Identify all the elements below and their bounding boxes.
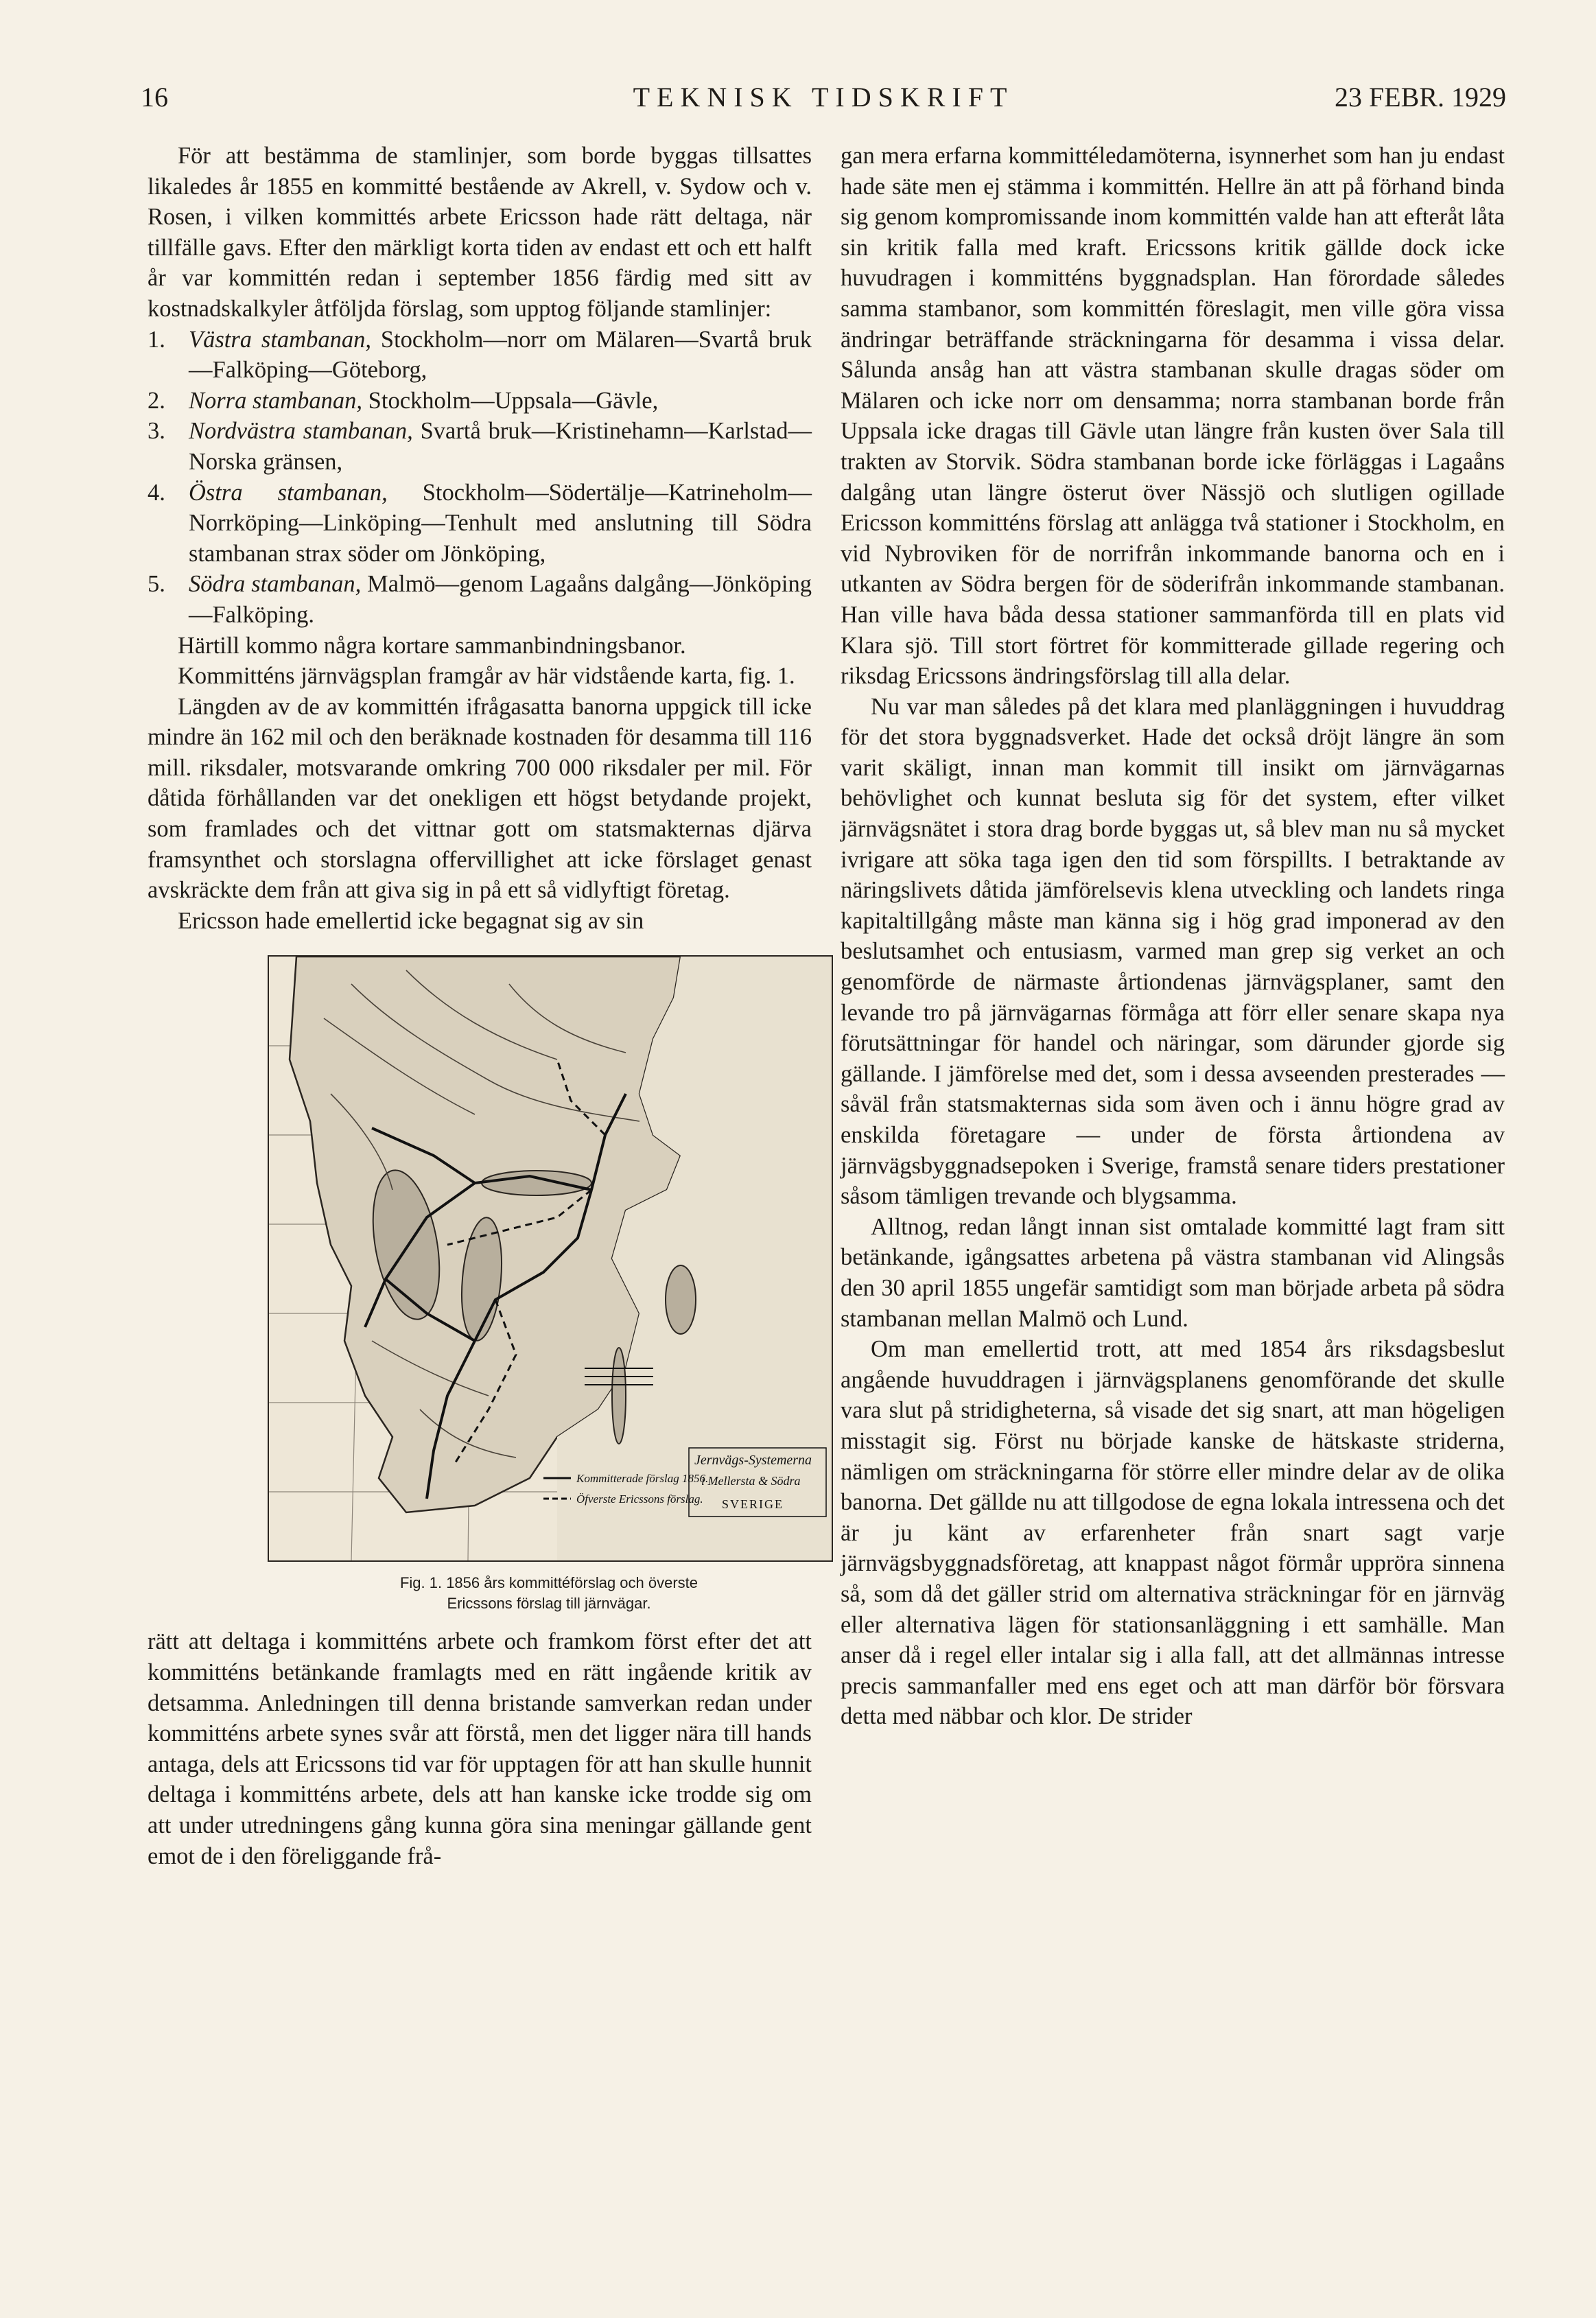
railway-map [268,955,833,1562]
right-column [841,141,1505,1732]
map-legend-ericsson: Öfverste Ericssons förslag. [576,1492,703,1506]
list-item: 1. Västra stambanan, Stockholm—norr om Mälaren—Svartå bruk—Falköping—Göteborg, [148,326,812,384]
stamlinjer-list [148,325,812,631]
paragraph: Om man emellertid trott, att med 1854 års riksdagsbeslut angående huvuddragen i järnvägsplanens genomförande det skulle vara slut på stridigheterna, så visade det sig snart, att man högeligen misstagit sig. Först nu började kanske de hätskaste striderna, nämligen om sträckningarna för större eller mindre delar av de olika banorna. Det gällde nu att tillgodose de egna lokala intressena och det är ju känt av erfarenheter från snart sagt varje järnvägsbyggnadsföretag, att knappast något förmår uppröra sinnena så, som då det gäller strid om alternativa sträckningar för en järnväg eller alternativa lägen för stationsanläggning i ett samhälle. Man anser då i regel eller intalar sig i alla fall, att det allmännas intresse precis sammanfaller med ens eget och att man därför bör försvara detta med näbbar och klor. De strider [841,1336,1505,1730]
paragraph: Ericsson hade emellertid icke begagnat sig av sin [178,907,644,934]
issue-date: 23 FEBR. 1929 [1334,82,1506,113]
paragraph: Längden av de av kommittén ifrågasatta banorna uppgick till icke mindre än 162 mil och den beräknade kostnaden för desamma till 116 mill. riksdaler, motsvarande omkring 700 000 riksdaler per mil. För dåtida förhållanden var det onekligen ett högst betydande projekt, som framlades och det vittnar gott om statsmakternas djärva framsynthet och storslagna offervillighet att icke förslaget genast avskräckte dem från att giva sig in på ett så vidlyftigt företag. [148,693,812,904]
list-item: 4. Östra stambanan, Stockholm—Södertälje—Katrineholm—Norrköping—Linköping—Tenhult med anslutning till Södra stambanan strax söder om Jönköping, [148,479,812,567]
list-item: 5. Södra stambanan, Malmö—genom Lagaåns dalgång—Jönköping—Falköping. [148,571,812,628]
paragraph: Kommitténs järnvägsplan framgår av här vidstående karta, fig. 1. [178,663,795,690]
caption-line-2: Ericssons förslag till järnvägar. [447,1595,651,1613]
map-title-line2: i Mellersta & Södra [701,1474,801,1488]
list-item: 3. Nordvästra stambanan, Svartå bruk—Kristinehamn—Karlstad—Norska gränsen, [148,418,812,475]
left-column [148,141,812,1871]
caption-line-1: Fig. 1. 1856 års kommittéförslag och överste [399,1574,699,1592]
page-number: 16 [141,82,168,113]
map-title-line1: Jernvägs-Systemerna [694,1453,812,1468]
map-legend-committee: Kommitterade förslag 1856. [576,1472,709,1486]
paragraph: rätt att deltaga i kommitténs arbete och framkom först efter det att kommitténs betänkande framlagts med en rätt ingående kritik av detsamma. Anledningen till denna bristande samverkan redan under kommitténs arbete synes svår att förstå, men det ligger nära till hands antaga, dels att Ericssons tid var för upptagen för att han skulle hunnit deltaga i kommitténs arbete, dels att han kanske icke trodde sig om att under utredningens gång kunna göra sina meningar gällande gent emot de i den föreliggande frå- [148,1628,812,1869]
figure-caption [268,1573,830,1614]
paragraph: Alltnog, redan långt innan sist omtalade kommitté lagt fram sitt betänkande, igångsattes arbetena på västra stambanan vid Alingsås den 30 april 1855 ungefär samtidigt som man började arbeta på södra stambanan mellan Malmö och Lund. [841,1213,1505,1332]
figure-1 [148,955,812,1614]
list-item: 2. Norra stambanan, Stockholm—Uppsala—Gävle, [148,387,659,414]
paragraph: gan mera erfarna kommittéledamöterna, isynnerhet som han ju endast hade säte men ej stämma i kommittén. Hellre än att på förhand binda sig genom kompromissande inom kommittén valde han att efteråt låta sin kritik falla med kraft. Ericssons kritik gällde dock icke huvudragen i kommitténs byggnadsplan. Han förordade således samma stambanor, som kommittén föreslagit, men ville göra vissa ändringar beträffande sträckningarna för desamma i vissa delar. Sålunda ansåg han att västra stambanan skulle dragas söder om Mälaren och icke norr om densamma; norra stambanan borde från Uppsala icke dragas till Gävle utan längre från kusten över Sala till trakten av Storvik. Södra stambanan borde icke förläggas i Lagaåns dalgång utan längre österut över Nässjö och slutligen ogillade Ericsson kommitténs förslag att anlägga två stationer i Stockholm, en vid Nybroviken för de norrifrån inkommande banorna och en i utkanten av Södra bergen för de söderifrån inkommande stambanan. Han ville hava båda dessa stationer sammanförda till en plats vid Klara sjö. Till stort förtret för kommitterade gillade regering och riksdag Ericssons ändringsförslag till alla delar. [841,143,1505,690]
paragraph: Nu var man således på det klara med planläggningen i huvuddrag för det stora byggnadsverket. Hade det också dröjt längre än som varit skäligt, innan man kommit till insikt om järnvägarnas behövlighet och kunnat besluta sig för det system, efter vilket järnvägsnätet i stora drag borde byggas ut, så blev man nu så mycket ivrigare att söka taga igen den tid som förspillts. I betraktande av näringslivets dåtida jämförelsevis klena utveckling och landets ringa kapitaltillgång måste man känna sig i hög grad imponerad av den beslutsamhet och entusiasm, varmed man grep sig verket an och genomförde de närmaste årtiondenas järnvägsplaner, samt den levande tro på järnvägarnas förmåga att förr eller senare skapa nya förutsättningar för handel och näringar, som därunder gjorde sig gällande. I jämförelse med det, som i dessa avseenden presterades — såväl från statsmakternas sida som även och i ännu högre grad av enskilda företagare — under de första årtiondena av järnvägsbyggnadsepoken i Sverige, framstå senare tiders prestationer såsom tämligen trevande och blygsamma. [841,693,1505,1210]
journal-title: TEKNISK TIDSKRIFT [633,82,1014,113]
intro-paragraph: För att bestämma de stamlinjer, som borde byggas tillsattes likaledes år 1855 en kommitté bestående av Akrell, v. Sydow och v. Rosen, i vilken kommittés arbete Ericsson hade rätt deltaga, när tillfälle gavs. Efter den märkligt korta tiden av endast ett och ett halft år var kommittén redan i september 1856 färdig med sitt av kostnadskalkyler åtföljda förslag, som upptog följande stamlinjer: [148,143,812,322]
page-header [141,81,1506,122]
map-title-line3: SVERIGE [722,1497,784,1512]
paragraph: Härtill kommo några kortare sammanbindningsbanor. [178,632,686,659]
